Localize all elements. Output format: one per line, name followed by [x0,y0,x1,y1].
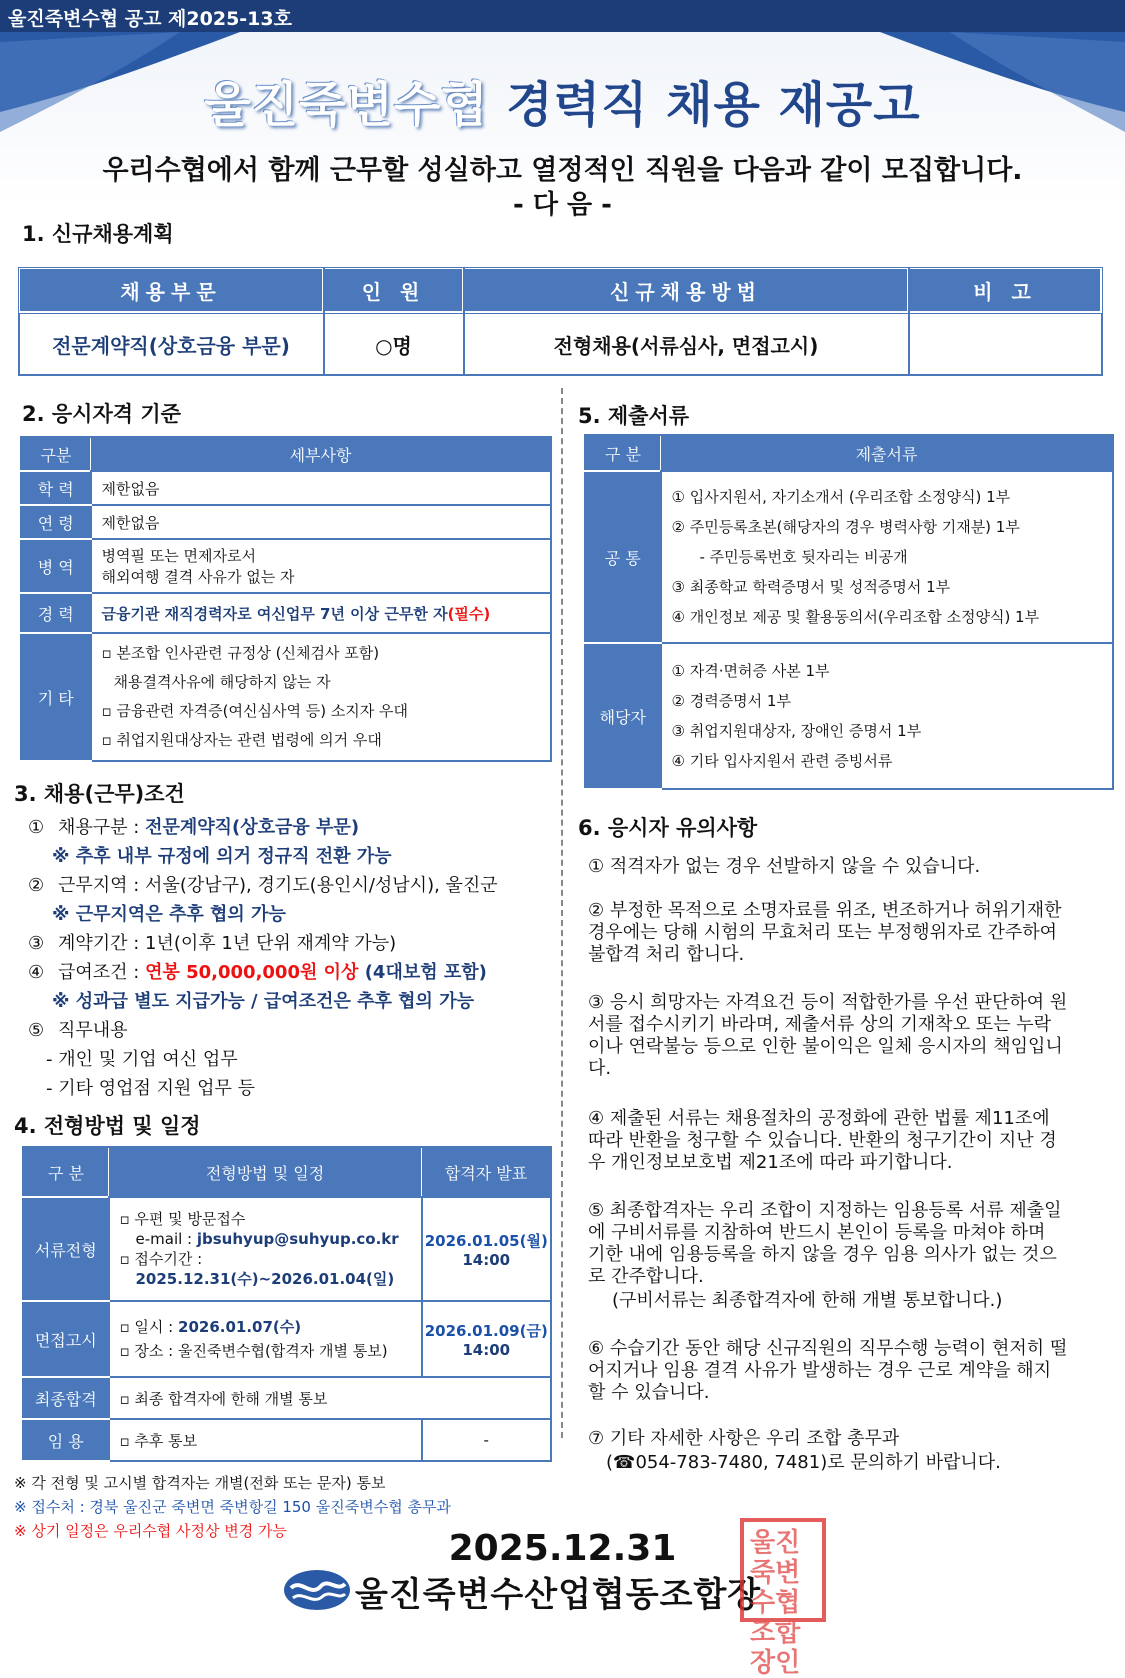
app-doc-2: ② 경력증명서 1부 [671,692,791,710]
note-3: ※ 상기 일정은 우리수협 사정상 변경 가능 [14,1522,288,1540]
num-5: ⑤ [28,1020,45,1041]
th-method: 신규채용방법 [464,268,909,313]
cond-5-b: - 기타 영업점 지원 업무 등 [46,1078,255,1099]
value-military [91,539,552,593]
label-military: 병 역 [21,539,91,593]
appointment-detail: ▫ 추후 통보 [109,1419,422,1461]
th-sched-method: 전형방법 및 일정 [109,1147,422,1197]
notice-7-phone: (☎054-783-7480, 7481)로 문의하기 바랍니다. [606,1452,1001,1473]
label-final: 최종합격 [23,1377,109,1419]
cond-3 [28,929,396,955]
num-2: ② [28,875,45,896]
etc-line2: 채용결격사유에 해당하지 않는 자 [113,673,331,691]
section-1-title: 1. 신규채용계획 [22,222,174,246]
notice-2: ② 부정한 목적으로 소명자료를 위조, 변조하거나 허위기재한 경우에는 당해 시험의 무효처리 또는 부정행위자로 간주하여 불합격 처리 합니다. [588,900,1062,965]
value-etc [91,633,552,761]
notice-7: ⑦ 기타 자세한 사항은 우리 조합 총무과 [588,1428,900,1449]
cond-5-a: - 개인 및 기업 여신 업무 [46,1049,238,1070]
column-divider [561,388,563,1438]
appointment-announce: - [422,1419,552,1461]
th-category: 구분 [21,437,91,471]
cond-4 [28,958,487,984]
th-remark: 비 고 [909,268,1102,313]
interview-date-label: ▫ 일시 : [119,1318,179,1336]
cond-1-note: ※ 추후 내부 규정에 의거 정규직 전환 가능 [52,846,392,867]
email-label: e-mail : [135,1230,197,1248]
cond-4-note: ※ 성과급 별도 지급가능 / 급여조건은 추후 협의 가능 [52,991,474,1012]
military-line2: 해외여행 결격 사유가 없는 자 [101,568,295,586]
cond-1 [28,813,359,839]
notice-3: ③ 응시 희망자는 자격요건 등이 적합한가를 우선 판단하여 원서를 접수시키기 바라며, 제출서류 상의 기재착오 또는 누락이나 연락불능 등으로 인한 불이익은 일체 응시자의 책임입니다. [588,992,1068,1079]
doc-announce [422,1197,552,1301]
num-3: ③ [28,933,45,954]
official-seal-icon [740,1518,826,1678]
common-docs [661,471,1114,643]
career-required: (필수) [447,604,491,623]
common-doc-2: ② 주민등록초본(해당자의 경우 병력사항 기재분) 1부 [671,518,1020,536]
notice-5-note: (구비서류는 최종합격자에 한해 개별 통보합니다.) [612,1290,1003,1311]
applicable-docs [661,643,1114,789]
doc-line3: ▫ 접수기간 : [119,1250,203,1268]
etc-line4: ▫ 취업지원대상자는 관련 법령에 의거 우대 [101,731,382,749]
cond-2 [28,871,498,897]
final-detail: ▫ 최종 합격자에 한해 개별 통보 [109,1377,552,1419]
doc-period: 2025.12.31(수)~2026.01.04(일) [135,1270,395,1288]
num-1: ① [28,817,45,838]
schedule-table [22,1146,552,1462]
doc-announce-date: 2026.01.05(월) [424,1231,548,1250]
suhyup-logo-icon [283,1568,351,1612]
cell-division: 전문계약직(상호금융 부문) [19,313,324,376]
th-doc-category: 구 분 [585,435,661,471]
cond-2-text: 근무지역 : 서울(강남구), 경기도(용인시/성남시), 울진군 [58,875,498,896]
label-appointment: 임 용 [23,1419,109,1461]
cond-1-label: 채용구분 : [58,817,146,838]
eligibility-table [20,436,552,762]
label-common: 공 통 [585,471,661,643]
cond-2-note: ※ 근무지역은 추후 협의 가능 [52,904,286,925]
notice-1: ① 적격자가 없는 경우 선발하지 않을 수 있습니다. [588,856,981,877]
th-division: 채용부문 [19,268,324,313]
th-details: 세부사항 [91,437,552,471]
common-doc-2-note: - 주민등록번호 뒷자리는 비공개 [699,548,908,566]
interview-announce-time: 14:00 [462,1340,511,1359]
header-area [0,0,1125,220]
app-doc-4: ④ 기타 입사지원서 관련 증빙서류 [671,752,893,770]
cond-4-salary: 연봉 50,000,000원 이상 [145,962,359,983]
interview-place: ▫ 장소 : 울진죽변수협(합격자 개별 통보) [119,1342,388,1360]
value-age: 제한없음 [91,505,552,539]
etc-line1: ▫ 본조합 인사관련 규정상 (신체검사 포함) [101,644,380,662]
etc-line3: ▫ 금융관련 자격증(여신심사역 등) 소지자 우대 [101,702,409,720]
military-line1: 병역필 또는 면제자로서 [101,547,256,565]
label-interview: 면접고시 [23,1301,109,1377]
common-doc-3: ③ 최종학교 학력증명서 및 성적증명서 1부 [671,578,951,596]
common-doc-4: ④ 개인정보 제공 및 활용동의서(우리조합 소정양식) 1부 [671,608,1040,626]
cell-headcount: ○명 [324,313,464,376]
section-4-title: 4. 전형방법 및 일정 [14,1114,201,1138]
cond-4-insurance: (4대보험 포함) [358,962,487,983]
interview-announce-date: 2026.01.09(금) [424,1321,548,1340]
label-applicable: 해당자 [585,643,661,789]
app-doc-1: ① 자격·면허증 사본 1부 [671,662,830,680]
label-education: 학 력 [21,471,91,505]
notice-6: ⑥ 수습기간 동안 해당 신규직원의 직무수행 능력이 현저히 떨어지거나 임용 결격 사유가 발생하는 경우 근로 계약을 해지할 수 있습니다. [588,1338,1068,1403]
app-doc-3: ③ 취업지원대상자, 장애인 증명서 1부 [671,722,922,740]
value-education: 제한없음 [91,471,552,505]
label-age: 연 령 [21,505,91,539]
interview-detail [109,1301,422,1377]
th-sched-announce: 합격자 발표 [422,1147,552,1197]
career-text: 금융기관 재직경력자로 여신업무 7년 이상 근무한 자 [101,604,448,623]
cell-method: 전형채용(서류심사, 면접고시) [464,313,909,376]
label-etc: 기 타 [21,633,91,761]
cell-remark [909,313,1102,376]
interview-date: 2026.01.07(수) [178,1318,302,1336]
title-white: 울진죽변수협 [204,77,489,133]
notice-5: ⑤ 최종합격자는 우리 조합이 지정하는 임용등록 서류 제출일에 구비서류를 지참하여 반드시 본인이 등록을 마쳐야 하며 기한 내에 임용등록을 하지 않을 경우 임용 의사가 없는 것으로 간주합니다. [588,1200,1062,1287]
organization-name: 울진죽변수산업협동조합장 [355,1575,762,1615]
common-doc-1: ① 입사지원서, 자기소개서 (우리조합 소정양식) 1부 [671,488,1011,506]
title-blue: 경력직 채용 재공고 [506,77,921,133]
seal-text: 울진죽변수협조합장인 [750,1528,801,1678]
hiring-plan-table [17,266,1103,376]
da-eum: - 다 음 - [513,190,612,220]
cond-4-label: 급여조건 : [58,962,146,983]
cond-3-text: 계약기간 : 1년(이후 1년 단위 재계약 가능) [58,933,397,954]
notice-band [0,0,1125,32]
th-doc-list: 제출서류 [661,435,1114,471]
cond-1-value: 전문계약직(상호금융 부문) [145,817,360,838]
section-5-title: 5. 제출서류 [578,404,690,428]
doc-screening-detail [109,1197,422,1301]
subtitle: 우리수협에서 함께 근무할 성실하고 열정적인 직원을 다음과 같이 모집합니다. [102,155,1023,186]
notice-4: ④ 제출된 서류는 채용절차의 공정화에 관한 법률 제11조에 따라 반환을 청구할 수 있습니다. 반환의 청구기간이 지난 경우 개인정보보호법 제21조에 따라 파기합니다. [588,1108,1057,1173]
email-address: jbsuhyup@suhyup.co.kr [196,1230,399,1248]
value-career [91,593,552,633]
note-2: ※ 접수처 : 경북 울진군 죽변면 죽변항길 150 울진죽변수협 총무과 [14,1498,451,1516]
label-doc-screening: 서류전형 [23,1197,109,1301]
note-1: ※ 각 전형 및 고시별 합격자는 개별(전화 또는 문자) 통보 [14,1474,386,1492]
num-4: ④ [28,962,45,983]
documents-table [584,434,1114,790]
section-6-title: 6. 응시자 유의사항 [578,816,758,840]
interview-announce [422,1301,552,1377]
doc-announce-time: 14:00 [462,1250,511,1269]
doc-line1: ▫ 우편 및 방문접수 [119,1210,246,1228]
section-3-title: 3. 채용(근무)조건 [14,782,185,806]
page-title [0,66,1125,135]
cond-5-text: 직무내용 [58,1020,128,1041]
section-2-title: 2. 응시자격 기준 [22,402,181,426]
notice-number: 울진죽변수협 공고 제2025-13호 [8,8,292,30]
th-sched-category: 구 분 [23,1147,109,1197]
th-headcount: 인 원 [324,268,464,313]
label-career: 경 력 [21,593,91,633]
cond-5 [28,1016,128,1042]
issue-date: 2025.12.31 [448,1528,677,1569]
